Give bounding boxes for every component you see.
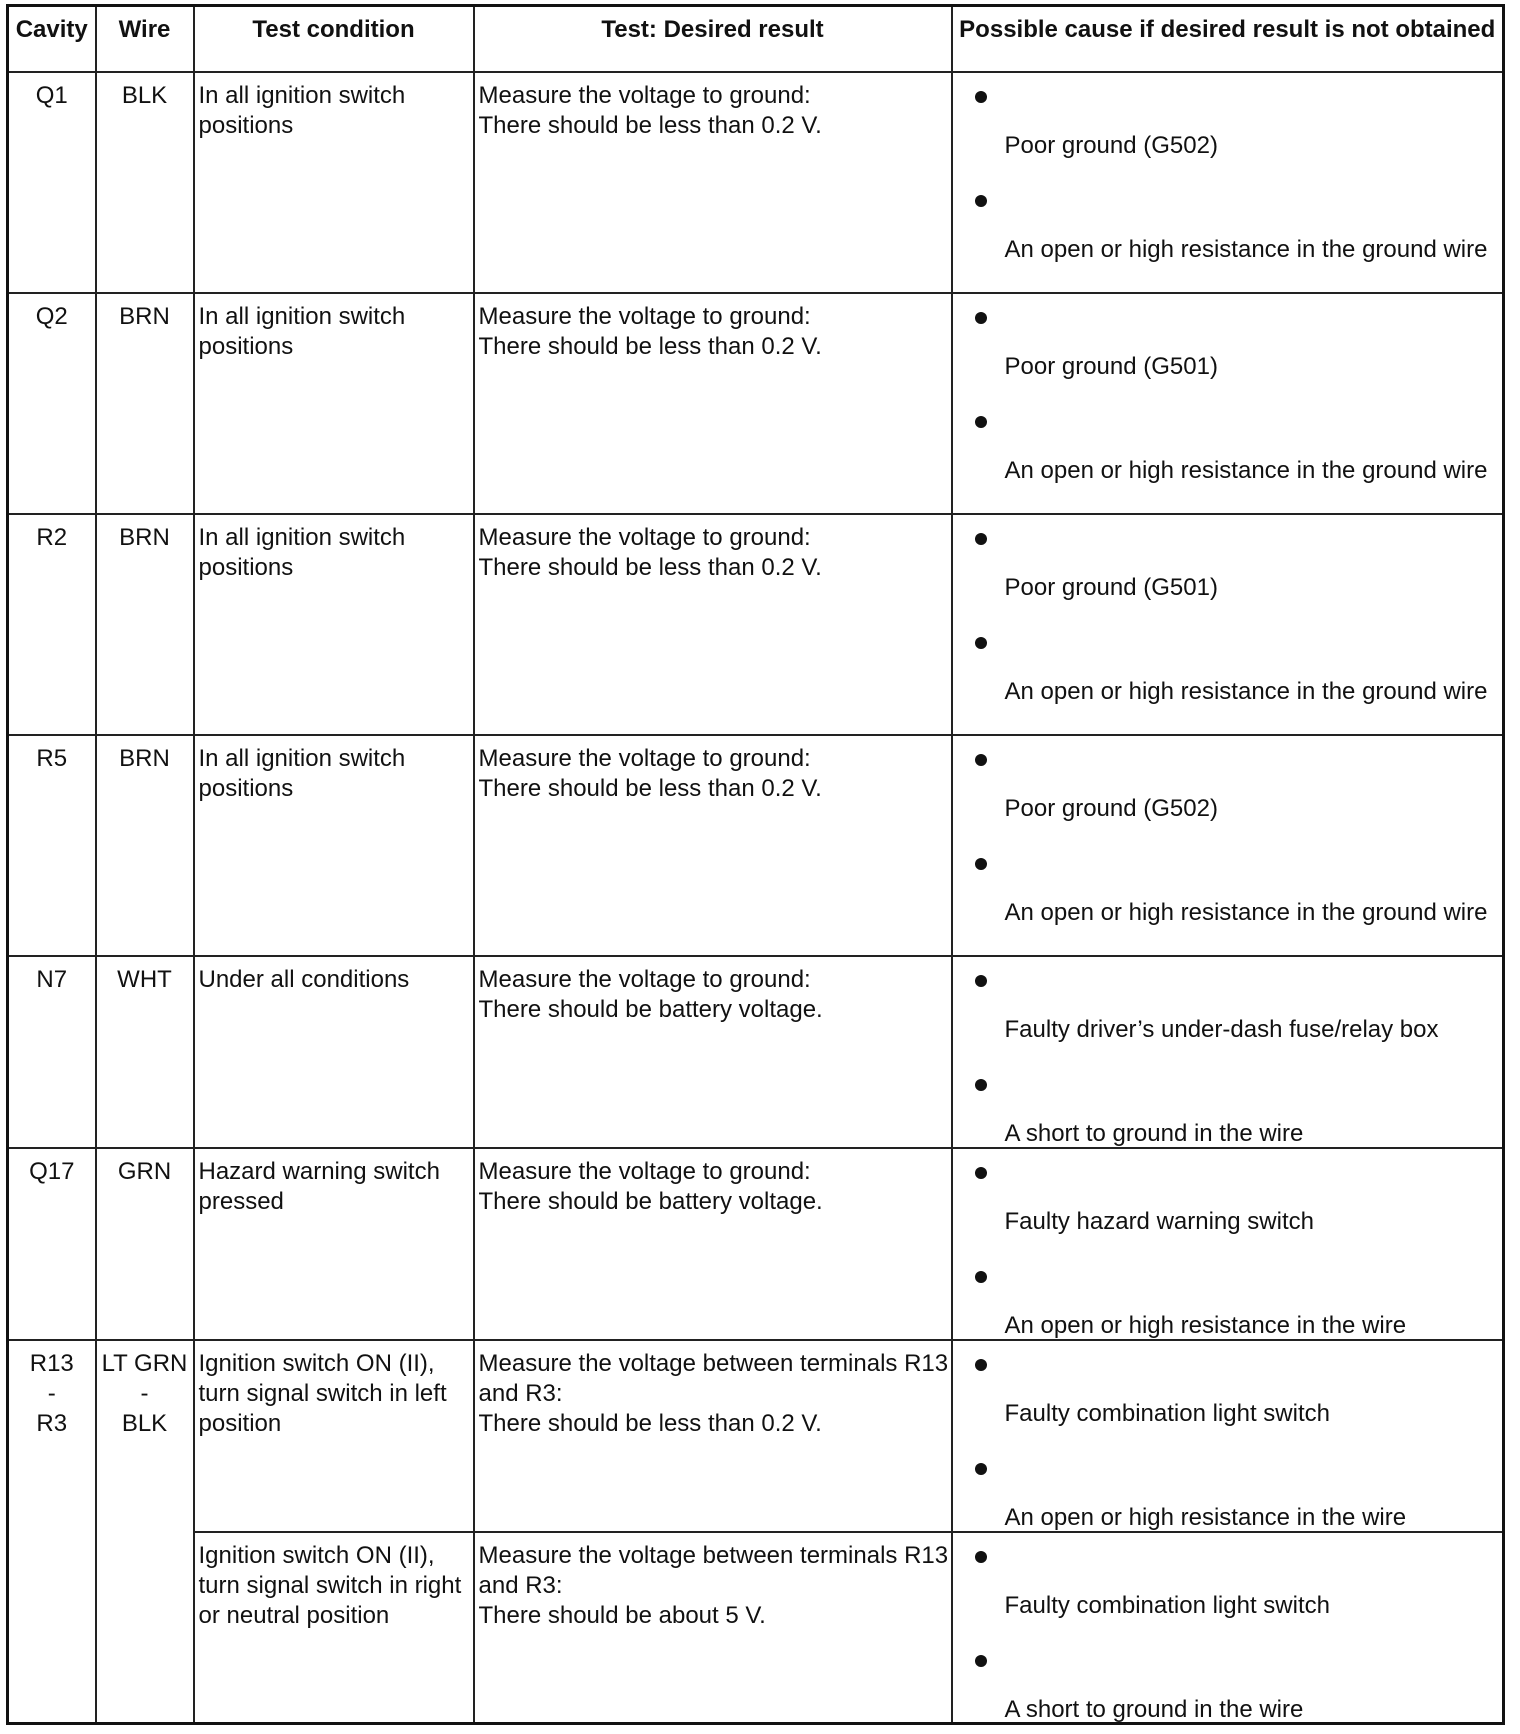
bullet-icon	[975, 1359, 987, 1371]
header-desired-result: Test: Desired result	[474, 6, 952, 72]
condition-cell: Hazard warning switch pressed	[194, 1148, 474, 1340]
cause-text: Poor ground (G501)	[1004, 352, 1218, 380]
cavity-cell: Q1	[8, 72, 96, 293]
cause-cell	[952, 1148, 1504, 1340]
cause-cell	[952, 72, 1504, 293]
bullet-icon	[975, 754, 987, 766]
result-line: There should be about 5 V.	[478, 1601, 766, 1629]
result-cell	[474, 72, 952, 293]
header-cavity: Cavity	[8, 6, 96, 72]
bullet-icon	[975, 312, 987, 324]
bullet-icon	[975, 1655, 987, 1667]
result-line: There should be less than 0.2 V.	[478, 111, 822, 139]
wire-cell	[96, 1340, 194, 1724]
cause-text: An open or high resistance in the ground wire	[1004, 456, 1488, 484]
bullet-icon	[975, 637, 987, 649]
wire-line: BLK	[121, 1409, 168, 1437]
cause-text: Poor ground (G501)	[1004, 573, 1218, 601]
cause-text: Faulty combination light switch	[1004, 1591, 1330, 1619]
header-wire: Wire	[96, 6, 194, 72]
cause-text: Poor ground (G502)	[1004, 794, 1218, 822]
cause-text: Faulty hazard warning switch	[1004, 1207, 1314, 1235]
cause-cell	[952, 735, 1504, 956]
cause-text: An open or high resistance in the ground wire	[1004, 898, 1488, 926]
condition-cell: Under all conditions	[194, 956, 474, 1148]
result-cell	[474, 293, 952, 514]
condition-cell: In all ignition switch positions	[194, 293, 474, 514]
result-line: Measure the voltage to ground:	[478, 81, 811, 109]
bullet-icon	[975, 91, 987, 103]
header-row	[8, 6, 1504, 72]
cause-text: A short to ground in the wire	[1004, 1119, 1304, 1147]
wire-cell: WHT	[96, 956, 194, 1148]
cause-text: An open or high resistance in the wire	[1004, 1311, 1407, 1339]
result-line: There should be battery voltage.	[478, 1187, 823, 1215]
cause-text: An open or high resistance in the ground wire	[1004, 235, 1488, 263]
condition-cell: In all ignition switch positions	[194, 514, 474, 735]
cavity-line: R13	[29, 1349, 74, 1377]
result-line: Measure the voltage to ground:	[478, 965, 811, 993]
table-row	[8, 956, 1504, 1148]
cavity-cell: Q2	[8, 293, 96, 514]
condition-cell: Ignition switch ON (II), turn signal switch in right or neutral position	[194, 1532, 474, 1724]
header-possible-cause: Possible cause if desired result is not obtained	[952, 6, 1504, 72]
result-line: There should be less than 0.2 V.	[478, 1409, 822, 1437]
result-line: Measure the voltage to ground:	[478, 302, 811, 330]
result-cell	[474, 514, 952, 735]
table-row	[8, 735, 1504, 956]
wire-cell: BLK	[96, 72, 194, 293]
bullet-icon	[975, 1551, 987, 1563]
cavity-cell: R2	[8, 514, 96, 735]
result-cell	[474, 735, 952, 956]
wire-cell: BRN	[96, 735, 194, 956]
wire-line: LT GRN	[101, 1349, 188, 1377]
bullet-icon	[975, 1079, 987, 1091]
result-cell	[474, 1340, 952, 1532]
result-line: There should be less than 0.2 V.	[478, 774, 822, 802]
bullet-icon	[975, 1463, 987, 1475]
wire-cell: BRN	[96, 514, 194, 735]
bullet-icon	[975, 533, 987, 545]
cavity-cell: R5	[8, 735, 96, 956]
result-line: There should be battery voltage.	[478, 995, 823, 1023]
result-line: Measure the voltage between terminals R13 and R3:	[478, 1541, 949, 1599]
cavity-cell: N7	[8, 956, 96, 1148]
wire-cell: GRN	[96, 1148, 194, 1340]
result-cell	[474, 1532, 952, 1724]
result-line: Measure the voltage to ground:	[478, 744, 811, 772]
bullet-icon	[975, 975, 987, 987]
table-row	[8, 1340, 1504, 1532]
condition-cell: In all ignition switch positions	[194, 72, 474, 293]
cause-text: A short to ground in the wire	[1004, 1695, 1304, 1723]
cavity-cell: Q17	[8, 1148, 96, 1340]
bullet-icon	[975, 1167, 987, 1179]
cause-text: An open or high resistance in the ground wire	[1004, 677, 1488, 705]
cause-cell	[952, 1532, 1504, 1724]
test-table	[6, 4, 1505, 1725]
result-cell	[474, 1148, 952, 1340]
cause-cell	[952, 956, 1504, 1148]
table-row	[8, 1532, 1504, 1724]
wire-line: -	[140, 1379, 149, 1407]
table-row	[8, 1148, 1504, 1340]
bullet-icon	[975, 1271, 987, 1283]
cavity-cell	[8, 1340, 96, 1724]
wire-cell: BRN	[96, 293, 194, 514]
result-line: There should be less than 0.2 V.	[478, 332, 822, 360]
bullet-icon	[975, 416, 987, 428]
cause-text: Faulty combination light switch	[1004, 1399, 1330, 1427]
cavity-line: -	[47, 1379, 56, 1407]
condition-cell: Ignition switch ON (II), turn signal switch in left position	[194, 1340, 474, 1532]
table-row	[8, 293, 1504, 514]
result-cell	[474, 956, 952, 1148]
table-row	[8, 72, 1504, 293]
table-row	[8, 514, 1504, 735]
cause-text: Faulty driver’s under-dash fuse/relay box	[1004, 1015, 1439, 1043]
bullet-icon	[975, 858, 987, 870]
result-line: Measure the voltage between terminals R13 and R3:	[478, 1349, 949, 1407]
result-line: Measure the voltage to ground:	[478, 523, 811, 551]
cause-cell	[952, 293, 1504, 514]
cavity-line: R3	[36, 1409, 68, 1437]
result-line: Measure the voltage to ground:	[478, 1157, 811, 1185]
header-test-condition: Test condition	[194, 6, 474, 72]
cause-cell	[952, 514, 1504, 735]
cause-text: Poor ground (G502)	[1004, 131, 1218, 159]
result-line: There should be less than 0.2 V.	[478, 553, 822, 581]
condition-cell: In all ignition switch positions	[194, 735, 474, 956]
cause-text: An open or high resistance in the wire	[1004, 1503, 1407, 1531]
bullet-icon	[975, 195, 987, 207]
cause-cell	[952, 1340, 1504, 1532]
